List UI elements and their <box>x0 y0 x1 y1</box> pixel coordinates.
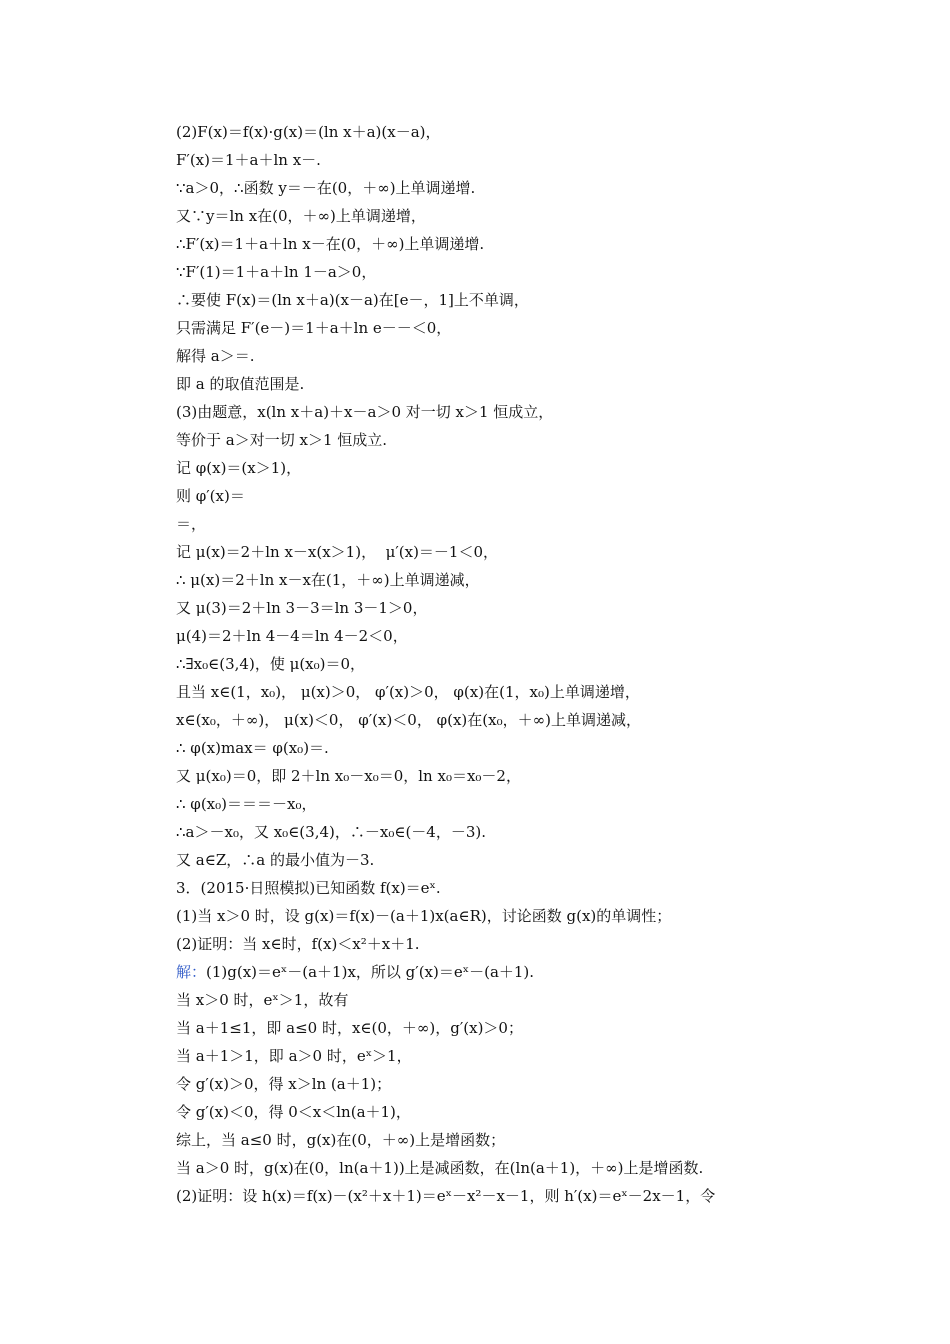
text-line: (2)F(x)＝f(x)·g(x)＝(ln x＋a)(x－a)， <box>176 123 441 141</box>
text-line: 又∵y＝ln x在(0，＋∞)上单调递增， <box>176 207 426 225</box>
text-line: 只需满足 F′(e－)＝1＋a＋ln e－－＜0， <box>176 319 452 337</box>
text-line: 又 a∈Z，∴a 的最小值为－3. <box>176 851 375 869</box>
text-line: 当 x＞0 时，eˣ＞1，故有 <box>176 991 349 1009</box>
text-line: ∴ φ(x)max＝ φ(x₀)＝. <box>176 739 329 757</box>
text-line: 解得 a＞＝. <box>176 347 255 365</box>
text-line: ∴a＞－x₀，又 x₀∈(3,4)，∴－x₀∈(－4，－3). <box>176 823 486 841</box>
text-line: ∴ φ(x₀)＝＝＝－x₀， <box>176 795 317 813</box>
text-line: x∈(x₀，＋∞)， μ(x)＜0， φ′(x)＜0， φ(x)在(x₀，＋∞)上单调递减， <box>176 711 641 729</box>
solution-line <box>176 958 826 986</box>
text-line: ∴∃x₀∈(3,4)，使 μ(x₀)＝0， <box>176 655 366 673</box>
text-line: 3．(2015·日照模拟)已知函数 f(x)＝eˣ. <box>176 879 441 897</box>
text-line: F′(x)＝1＋a＋ln x－. <box>176 151 321 169</box>
text-line: (2)证明：当 x∈时，f(x)＜x²＋x＋1. <box>176 935 420 953</box>
text-line: 当 a＞0 时，g(x)在(0，ln(a＋1))上是减函数，在(ln(a＋1)，＋∞)上是增函数. <box>176 1159 704 1177</box>
text-line: ∵a＞0，∴函数 y＝－在(0，＋∞)上单调递增. <box>176 179 476 197</box>
text-line: 令 g′(x)＜0，得 0＜x＜ln(a＋1)， <box>176 1103 411 1121</box>
text-line: ∴要使 F(x)＝(ln x＋a)(x－a)在[e－，1]上不单调， <box>176 291 529 309</box>
solution-line-text: (1)g(x)＝eˣ－(a＋1)x，所以 g′(x)＝eˣ－(a＋1). <box>206 963 535 981</box>
text-line: 等价于 a＞对一切 x＞1 恒成立. <box>176 431 388 449</box>
text-line: ∴F′(x)＝1＋a＋ln x－在(0，＋∞)上单调递增. <box>176 235 485 253</box>
text-line: (3)由题意，x(ln x＋a)＋x－a＞0 对一切 x＞1 恒成立， <box>176 403 554 421</box>
text-line: ∴ μ(x)＝2＋ln x－x在(1，＋∞)上单调递减， <box>176 571 480 589</box>
text-line: (1)当 x＞0 时，设 g(x)＝f(x)－(a＋1)x(a∈R)，讨论函数 g(x)的单调性； <box>176 907 672 925</box>
solution-text <box>176 118 826 1210</box>
text-line: 又 μ(3)＝2＋ln 3－3＝ln 3－1＞0， <box>176 599 428 617</box>
text-line: 综上，当 a≤0 时，g(x)在(0，＋∞)上是增函数； <box>176 1131 506 1149</box>
text-line: 当 a＋1＞1，即 a＞0 时，eˣ＞1， <box>176 1047 412 1065</box>
text-line: 记 φ(x)＝(x＞1)， <box>176 459 302 477</box>
text-line: 当 a＋1≤1，即 a≤0 时，x∈(0，＋∞)，g′(x)＞0； <box>176 1019 523 1037</box>
text-line: 又 μ(x₀)＝0，即 2＋ln x₀－x₀＝0，ln x₀＝x₀－2， <box>176 767 521 785</box>
text-line: 且当 x∈(1，x₀)， μ(x)＞0， φ′(x)＞0， φ(x)在(1，x₀)上单调递增， <box>176 683 640 701</box>
text-line: (2)证明：设 h(x)＝f(x)－(x²＋x＋1)＝eˣ－x²－x－1，则 h′(x)＝eˣ－2x－1，令 <box>176 1187 716 1205</box>
text-line: 则 φ′(x)＝ <box>176 487 245 505</box>
solution-label: 解： <box>176 963 207 981</box>
text-line: 记 μ(x)＝2＋ln x－x(x＞1)， μ′(x)＝－1＜0， <box>176 543 499 561</box>
text-line: ＝， <box>176 515 207 533</box>
text-line: μ(4)＝2＋ln 4－4＝ln 4－2＜0， <box>176 627 408 645</box>
text-line: ∵F′(1)＝1＋a＋ln 1－a＞0， <box>176 263 377 281</box>
text-line: 即 a 的取值范围是. <box>176 375 305 393</box>
text-line: 令 g′(x)＞0，得 x＞ln (a＋1)； <box>176 1075 392 1093</box>
